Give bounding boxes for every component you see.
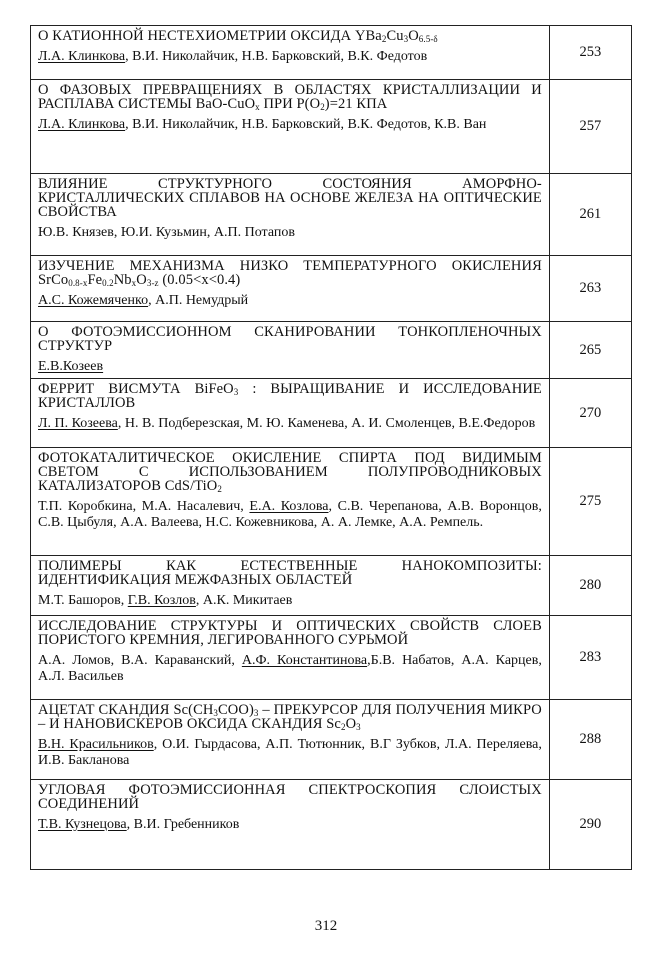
contents-entry	[31, 556, 632, 616]
entry-authors: В.Н. Красильников, О.И. Гырдасова, А.П. Тютюнник, В.Г Зубков, Л.А. Переляева, И.В. Бакланова	[38, 737, 542, 768]
contents-entry	[31, 80, 632, 174]
entry-title: О ФАЗОВЫХ ПРЕВРАЩЕНИЯХ В ОБЛАСТЯХ КРИСТАЛЛИЗАЦИИ И РАСПЛАВА СИСТЕМЫ BaO-CuO$_x$ ПРИ $P(O_2)=21$ КПА	[38, 82, 542, 112]
entry-text-cell	[31, 700, 550, 780]
entry-title: ИССЛЕДОВАНИЕ СТРУКТУРЫ И ОПТИЧЕСКИХ СВОЙСТВ СЛОЕВ ПОРИСТОГО КРЕМНИЯ, ЛЕГИРОВАННОГО СУРЬМОЙ	[38, 618, 542, 648]
entry-text-cell	[31, 322, 550, 379]
entry-authors: Л.А. Клинкова, В.И. Николайчик, Н.В. Барковский, В.К. Федотов, К.В. Ван	[38, 117, 487, 132]
entry-authors: А.С. Кожемяченко, А.П. Немудрый	[38, 293, 249, 308]
contents-entry	[31, 700, 632, 780]
entry-text-cell	[31, 448, 550, 556]
entry-page-number: 288	[549, 700, 631, 780]
contents-entry	[31, 256, 632, 322]
entry-page-number: 263	[549, 256, 631, 322]
entry-text-cell	[31, 174, 550, 256]
page-number: 312	[314, 918, 338, 934]
entry-page-number: 275	[549, 448, 631, 556]
contents-entry	[31, 780, 632, 870]
entry-page-number: 270	[549, 379, 631, 448]
entry-authors: Т.П. Коробкина, М.А. Насалевич, Е.А. Козлова, С.В. Черепанова, А.В. Воронцов, С.В. Цыбуля, А.А. Валеева, Н.С. Кожевникова, А. А. Лемке, А.А. Ремпель.	[38, 499, 542, 530]
entry-text-cell	[31, 556, 550, 616]
entry-title: ИЗУЧЕНИЕ МЕХАНИЗМА НИЗКО ТЕМПЕРАТУРНОГО ОКИСЛЕНИЯ $SrCo_{0.8-x}Fe_{0.2}Nb_xO_{3-z}$ (0.05<x<0.4)	[38, 258, 542, 288]
entry-authors: А.А. Ломов, В.А. Караванский, А.Ф. Константинова,Б.В. Набатов, А.А. Карцев, А.Л. Васильев	[38, 653, 542, 684]
contents-entry	[31, 448, 632, 556]
entry-authors: Т.В. Кузнецова, В.И. Гребенников	[38, 817, 240, 832]
entry-title: АЦЕТАТ СКАНДИЯ $Sc(CH_3COO)_3$ – ПРЕКУРСОР ДЛЯ ПОЛУЧЕНИЯ МИКРО – И НАНОВИСКЕРОВ ОКСИДА СКАНДИЯ $Sc_2O_3$	[38, 702, 542, 732]
entry-authors: М.Т. Башоров, Г.В. Козлов, А.К. Микитаев	[38, 593, 293, 608]
entry-page-number: 280	[549, 556, 631, 616]
entry-title: ФОТОКАТАЛИТИЧЕСКОЕ ОКИСЛЕНИЕ СПИРТА ПОД ВИДИМЫМ СВЕТОМ С ИСПОЛЬЗОВАНИЕМ ПОЛУПРОВОДНИКОВЫХ КАТАЛИЗАТОРОВ CdS/TiO$_2$	[38, 450, 542, 494]
entry-authors: Ю.В. Князев, Ю.И. Кузьмин, А.П. Потапов	[38, 225, 295, 240]
contents-body	[31, 26, 632, 870]
entry-page-number: 261	[549, 174, 631, 256]
entry-page-number: 290	[549, 780, 631, 870]
entry-text-cell	[31, 256, 550, 322]
entry-page-number: 253	[549, 26, 631, 80]
entry-title: ВЛИЯНИЕ СТРУКТУРНОГО СОСТОЯНИЯ АМОРФНО-КРИСТАЛЛИЧЕСКИХ СПЛАВОВ НА ОСНОВЕ ЖЕЛЕЗА НА ОПТИЧЕСКИЕ СВОЙСТВА	[38, 176, 542, 220]
entry-text-cell	[31, 379, 550, 448]
entry-title: ФЕРРИТ ВИСМУТА BiFeO$_3$ : ВЫРАЩИВАНИЕ И ИССЛЕДОВАНИЕ КРИСТАЛЛОВ	[38, 381, 542, 411]
contents-entry	[31, 174, 632, 256]
entry-page-number: 257	[549, 80, 631, 174]
entry-text-cell	[31, 616, 550, 700]
entry-title: О КАТИОННОЙ НЕСТЕХИОМЕТРИИ ОКСИДА $YBa_2Cu_3O_{6.5-\delta}$	[38, 28, 438, 44]
entry-title: О ФОТОЭМИССИОННОМ СКАНИРОВАНИИ ТОНКОПЛЕНОЧНЫХ СТРУКТУР	[38, 324, 542, 354]
entry-authors: Л. П. Козеева, Н. В. Подберезская, М. Ю. Каменева, А. И. Смоленцев, В.Е.Федоров	[38, 416, 536, 431]
contents-entry	[31, 616, 632, 700]
entry-page-number: 265	[549, 322, 631, 379]
entry-title: УГЛОВАЯ ФОТОЭМИССИОННАЯ СПЕКТРОСКОПИЯ СЛОИСТЫХ СОЕДИНЕНИЙ	[38, 782, 542, 812]
entry-title: ПОЛИМЕРЫ КАК ЕСТЕСТВЕННЫЕ НАНОКОМПОЗИТЫ: ИДЕНТИФИКАЦИЯ МЕЖФАЗНЫХ ОБЛАСТЕЙ	[38, 558, 542, 588]
entry-authors: Е.В.Козеев	[38, 359, 104, 374]
contents-entry	[31, 26, 632, 80]
entry-authors: Л.А. Клинкова, В.И. Николайчик, Н.В. Барковский, В.К. Федотов	[38, 49, 428, 64]
entry-text-cell	[31, 780, 550, 870]
entry-page-number: 283	[549, 616, 631, 700]
contents-entry	[31, 379, 632, 448]
entry-text-cell	[31, 80, 550, 174]
contents-entry	[31, 322, 632, 379]
entry-text-cell	[31, 26, 550, 80]
contents-table	[30, 25, 632, 870]
